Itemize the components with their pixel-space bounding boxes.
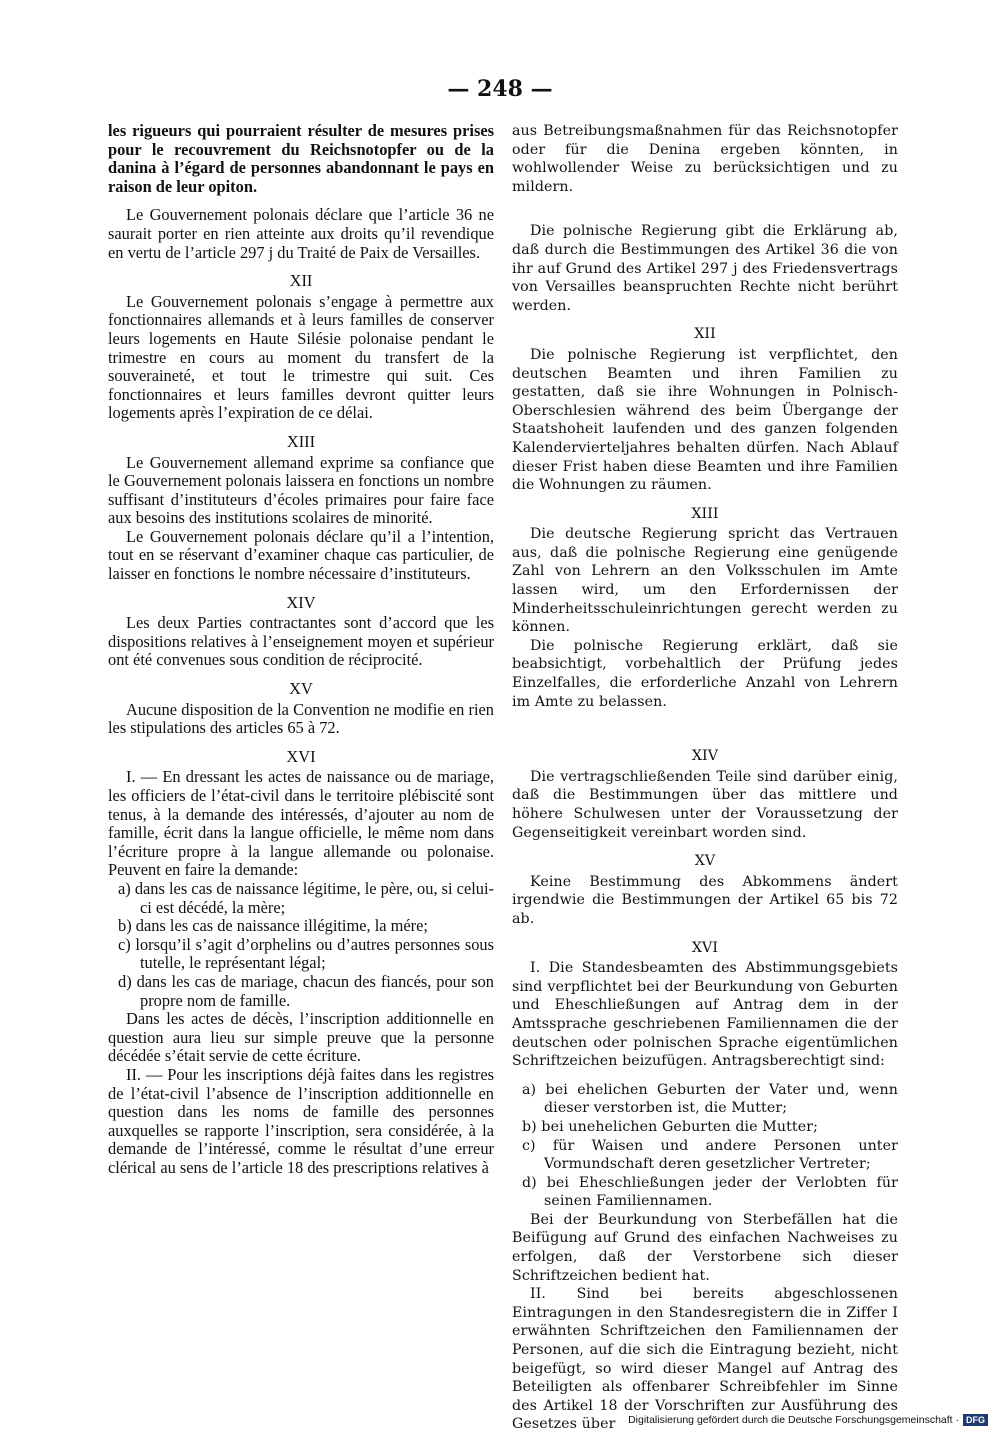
de-heading-xii: XII bbox=[694, 326, 716, 343]
fr-paragraph-xvi-1: I. — En dressant les actes de naissance ou de mariage, les officiers de l’état-civil dans le territoire plébiscité sont tenus, à la demande des intéressés, d’ajouter au nom de famille, écrit dans la langue officielle, le même nom dans l’écriture propre à la langue allemande ou polonaise. Peuvent en faire la demande: bbox=[108, 767, 494, 880]
list-item: a) bei ehelichen Geburten der Vater und, wenn dieser verstorben ist, die Mutter; bbox=[522, 1081, 898, 1117]
german-column bbox=[512, 122, 898, 1434]
list-item: d) bei Eheschließungen jeder der Verlobten für seinen Familiennamen. bbox=[522, 1174, 898, 1210]
fr-paragraph-xv: Aucune disposition de la Convention ne modifie en rien les stipulations des articles 65 à 72. bbox=[108, 699, 494, 738]
de-article-36-paragraph: Die polnische Regierung gibt die Erklärung ab, daß durch die Bestimmungen des Artikel 36 die von ihr auf Grund des Artikel 297 j des Friedensvertrags von Versailles beanspruchten Rechte nicht berührt werden. bbox=[512, 223, 898, 314]
footer-text: Digitalisierung gefördert durch die Deutsche Forschungsgemeinschaft · bbox=[628, 1414, 959, 1426]
list-item: d) dans les cas de mariage, chacun des fiancés, pour son propre nom de famille. bbox=[118, 971, 494, 1010]
de-heading-xvi: XVI bbox=[691, 939, 719, 956]
de-paragraph-sterbefaelle: Bei der Beurkundung von Sterbefällen hat die Beifügung auf Grund des einfachen Nachweises zu erfolgen, daß der Verstorbene sich dieser Schriftzeichen bedient hat. bbox=[512, 1211, 898, 1284]
fr-heading-xii: XII bbox=[289, 271, 313, 291]
de-paragraph-xiii-1: Die deutsche Regierung spricht das Vertrauen aus, daß die polnische Regierung eine genügende Zahl von Lehrern an den Volksschulen im Amte lassen wird, um den Erfordernissen der Minderheitsschuleinrichtungen gerecht werden zu können. bbox=[512, 526, 898, 636]
fr-heading-xiii: XIII bbox=[286, 431, 316, 451]
fr-paragraph-xvi-2: II. — Pour les inscriptions déjà faites dans les registres de l’état-civil l’absence de l’inscription additionnelle en question dans les noms de famille des personnes auxquelles se rapporte l’inscription, sera considérée, à la demande de l’intéressé, comme le résultat d’une erreur clérical au sens de l’article 18 des prescriptions relatives à bbox=[108, 1064, 494, 1177]
list-item: b) bei unehelichen Geburten die Mutter; bbox=[522, 1118, 818, 1135]
page-number: — 248 — bbox=[447, 76, 553, 102]
fr-requester-list bbox=[108, 880, 494, 1010]
de-requester-list bbox=[512, 1081, 898, 1211]
fr-heading-xiv: XIV bbox=[286, 592, 316, 612]
fr-intro-paragraph: les rigueurs qui pourraient résulter de mesures prises pour le recouvrement du Reichsnotopfer ou de la danina à l’égard de personnes abandonnant le pays en raison de leur opiton. bbox=[108, 121, 494, 196]
list-item: a) dans les cas de naissance légitime, le père, ou, si celui-ci est décédé, la mère; bbox=[118, 878, 494, 917]
fr-paragraph-xiii-2: Le Gouvernement polonais déclare qu’il a l’intention, tout en se réservant d’examiner chaque cas particulier, de laisser en fonctions le nombre nécessaire d’instituteurs. bbox=[108, 526, 494, 584]
de-heading-xv: XV bbox=[694, 853, 716, 870]
list-item: c) lorsqu’il s’agit d’orphelins ou d’autres personnes sous tutelle, le représentant légal; bbox=[118, 934, 494, 973]
list-item: b) dans les cas de naissance illégitime, la mére; bbox=[118, 916, 428, 936]
de-paragraph-xvi-2: II. Sind bei bereits abgeschlossenen Eintragungen in den Standesregistern die in Ziffer I erwähnten Schriftzeichen den Familiennamen der Personen, auf die sich die Eintragung bezieht, nicht beigefügt, so wird dieser Mangel auf Antrag des Beteiligten als offenbarer Schreibfehler im Sinne des Artikel 18 der Vorschriften zur Ausführung des Gesetzes über bbox=[512, 1286, 898, 1433]
fr-article-36-paragraph: Le Gouvernement polonais déclare que l’article 36 ne saurait porter en rien atteinte aux droits qu’il revendique en vertu de l’article 297 j du Traité de Paix de Versailles. bbox=[108, 205, 494, 262]
de-paragraph-xii: Die polnische Regierung ist verpflichtet, den deutschen Beamten und ihren Familien zu gestatten, daß sie ihre Wohnungen in Polnisch-Oberschlesien während des beim Übergange der Staatshoheit laufenden und des ganzen folgenden Kalendervierteljahres behalten dürfen. Nach Ablauf dieser Frist haben diese Beamten und ihre Familien die Wohnungen zu räumen. bbox=[512, 346, 898, 494]
digitization-footer bbox=[628, 1414, 988, 1426]
fr-paragraph-xiii-1: Le Gouvernement allemand exprime sa confiance que le Gouvernement polonais laissera en fonctions un nombre suffisant d’instituteurs d’écoles primaires pour faire face aux besoins des institutions scolaires de minorité. bbox=[108, 452, 494, 528]
dfg-logo: DFG bbox=[963, 1414, 988, 1426]
french-column bbox=[108, 122, 494, 1177]
de-heading-xiii: XIII bbox=[691, 505, 719, 522]
de-intro-paragraph: aus Betreibungsmaßnahmen für das Reichsnotopfer oder für die Denina ergeben könnten, in wohlwollender Weise zu berücksichtigen und zu mildern. bbox=[512, 123, 898, 195]
de-heading-xiv: XIV bbox=[691, 748, 719, 765]
fr-paragraph-deces: Dans les actes de décès, l’inscription additionnelle en question aura lieu sur simple preuve que la personne décédée s’était servie de cette écriture. bbox=[108, 1009, 494, 1066]
fr-heading-xv: XV bbox=[289, 679, 313, 699]
de-paragraph-xvi-1: I. Die Standesbeamten des Abstimmungsgebiets sind verpflichtet bei der Beurkundung von Geburten und Eheschließungen auf Antrag dem in der Amtssprache geschriebenen Familiennamen die der deutschen oder polnischen Sprache eigentümlichen Schriftzeichen beizufügen. Antragsberechtigt sind: bbox=[512, 960, 898, 1070]
fr-heading-xvi: XVI bbox=[286, 746, 316, 766]
list-item: c) für Waisen und andere Personen unter Vormundschaft deren gesetzlicher Vertreter; bbox=[522, 1137, 898, 1173]
de-paragraph-xv: Keine Bestimmung des Abkommens ändert irgendwie die Bestimmungen der Artikel 65 bis 72 ab. bbox=[512, 873, 898, 927]
de-paragraph-xiii-2: Die polnische Regierung erklärt, daß sie beabsichtigt, vorbehaltlich der Prüfung jedes Einzelfalles, die erforderliche Anzahl von Lehrern im Amte zu belassen. bbox=[512, 637, 898, 710]
fr-paragraph-xii: Le Gouvernement polonais s’engage à permettre aux fonctionnaires allemands et à leurs familles de conserver leurs logements en Haute Silésie polonaise pendant le trimestre en cours au moment du transfert de la souveraineté, et tout le trimestre qui suit. Ces fonctionnaires et leurs familles devront quitter leurs logements après l’expiration de ce délai. bbox=[108, 291, 494, 423]
de-paragraph-xiv: Die vertragschließenden Teile sind darüber einig, daß die Bestimmungen über das mittlere und höhere Schulwesen unter der Voraussetzung der Gegenseitigkeit vereinbart worden sind. bbox=[512, 768, 898, 841]
fr-paragraph-xiv: Les deux Parties contractantes sont d’accord que les dispositions relatives à l’enseignement moyen et supérieur ont été convenues sous condition de réciprocité. bbox=[108, 613, 494, 670]
